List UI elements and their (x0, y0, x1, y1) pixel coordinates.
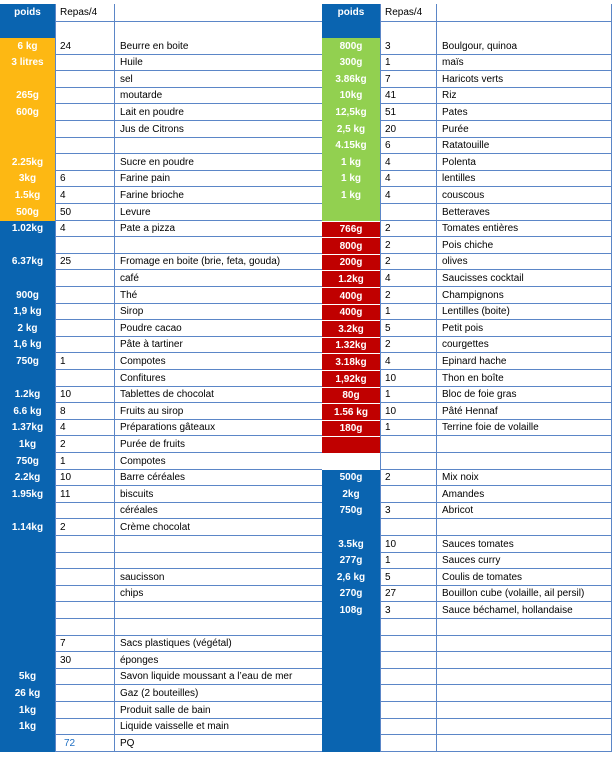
right-meals-cell: 20 (380, 121, 436, 138)
right-meals-cell: 7 (380, 71, 436, 88)
left-meals-cell (55, 586, 114, 602)
left-meals-cell: 4 (55, 187, 114, 204)
right-weight-cell (322, 735, 380, 752)
right-meals-cell (380, 204, 436, 221)
left-meals-cell (55, 71, 114, 88)
right-meals-cell: 10 (380, 536, 436, 553)
right-spacer-meals (380, 22, 436, 38)
right-label-cell: Bouillon cube (volaille, ail persil) (436, 586, 612, 602)
left-weight-cell: 26 kg (0, 685, 55, 702)
right-label-header (436, 4, 612, 22)
left-weight-cell: 6.6 kg (0, 403, 55, 420)
left-label-cell: Fruits au sirop (114, 403, 322, 420)
left-spacer-label (114, 22, 322, 38)
right-meals-cell (380, 735, 436, 752)
left-label-cell: Farine pain (114, 171, 322, 187)
left-weight-cell (0, 569, 55, 586)
left-label-cell: saucisson (114, 569, 322, 586)
left-weight-cell: 1.2kg (0, 387, 55, 403)
left-label-cell: Fromage en boite (brie, feta, gouda) (114, 254, 322, 270)
left-meals-cell (55, 138, 114, 154)
left-weight-cell (0, 71, 55, 88)
left-meals-cell (55, 503, 114, 519)
right-weight-cell: 1,92kg (322, 370, 380, 387)
right-label-cell: couscous (436, 187, 612, 204)
left-label-cell: Poudre cacao (114, 320, 322, 337)
right-weight-cell: 277g (322, 553, 380, 569)
left-meals-cell: 1 (55, 453, 114, 470)
right-label-cell: Coulis de tomates (436, 569, 612, 586)
right-weight-cell: 3.18kg (322, 353, 380, 370)
left-meals-cell (55, 685, 114, 702)
right-weight-cell (322, 652, 380, 669)
left-weight-cell (0, 370, 55, 387)
right-label-cell (436, 685, 612, 702)
right-meals-cell (380, 636, 436, 652)
left-weight-cell: 6 kg (0, 38, 55, 55)
left-label-cell: Gaz (2 bouteilles) (114, 685, 322, 702)
left-meals-cell (55, 619, 114, 636)
right-label-cell (436, 702, 612, 719)
right-meals-cell (380, 619, 436, 636)
right-weight-cell: 750g (322, 503, 380, 519)
right-weight-cell: 1.2kg (322, 270, 380, 287)
left-label-cell: Sacs plastiques (végétal) (114, 636, 322, 652)
left-meals-cell: 6 (55, 171, 114, 187)
right-weight-cell (322, 685, 380, 702)
left-label-cell (114, 602, 322, 619)
left-meals-cell (55, 304, 114, 320)
right-meals-cell (380, 652, 436, 669)
right-label-cell (436, 619, 612, 636)
right-weight-cell: 200g (322, 254, 380, 270)
left-meals-cell: 10 (55, 470, 114, 486)
right-label-cell: olives (436, 254, 612, 270)
left-weight-cell: 900g (0, 287, 55, 304)
right-label-cell: lentilles (436, 171, 612, 187)
right-weight-cell: 400g (322, 287, 380, 304)
left-label-cell: chips (114, 586, 322, 602)
left-label-cell: Lait en poudre (114, 104, 322, 121)
right-meals-cell (380, 486, 436, 503)
right-weight-cell (322, 453, 380, 470)
left-label-cell: Jus de Citrons (114, 121, 322, 138)
right-label-cell: Abricot (436, 503, 612, 519)
left-meals-cell (55, 337, 114, 353)
right-label-cell: Sauces tomates (436, 536, 612, 553)
right-label-cell: Saucisses cocktail (436, 270, 612, 287)
right-weight-cell: 1 kg (322, 187, 380, 204)
left-label-cell: Barre céréales (114, 470, 322, 486)
left-label-cell: Produit salle de bain (114, 702, 322, 719)
left-label-cell: Sirop (114, 304, 322, 320)
right-meals-cell: 4 (380, 154, 436, 171)
left-label-cell: Tablettes de chocolat (114, 387, 322, 403)
left-meals-cell (55, 88, 114, 104)
right-label-cell: Polenta (436, 154, 612, 171)
right-weight-cell: 4.15kg (322, 138, 380, 154)
right-meals-cell (380, 719, 436, 735)
left-weight-cell: 1kg (0, 436, 55, 453)
right-weight-cell: 3.5kg (322, 536, 380, 553)
right-weight-cell: 10kg (322, 88, 380, 104)
right-meals-cell: 4 (380, 171, 436, 187)
right-weight-cell: 2,5 kg (322, 121, 380, 138)
left-weight-cell (0, 636, 55, 652)
right-weight-cell: 2,6 kg (322, 569, 380, 586)
left-meals-cell (55, 154, 114, 171)
right-label-cell: maïs (436, 55, 612, 71)
left-label-cell: Levure (114, 204, 322, 221)
left-weight-cell: 750g (0, 353, 55, 370)
left-label-cell: Compotes (114, 453, 322, 470)
left-meals-cell (55, 370, 114, 387)
right-weight-cell: 1.56 kg (322, 403, 380, 420)
right-label-cell: Thon en boîte (436, 370, 612, 387)
right-label-cell: Bloc de foie gras (436, 387, 612, 403)
right-meals-cell: 2 (380, 337, 436, 353)
left-weight-header: poids (0, 4, 55, 22)
left-meals-cell: 11 (55, 486, 114, 503)
left-weight-cell (0, 586, 55, 602)
right-label-cell: Amandes (436, 486, 612, 503)
left-meals-cell (55, 237, 114, 254)
right-meals-cell (380, 669, 436, 685)
left-weight-cell: 2.2kg (0, 470, 55, 486)
left-label-cell: Beurre en boite (114, 38, 322, 55)
left-label-cell: Farine brioche (114, 187, 322, 204)
left-spacer-meals (55, 22, 114, 38)
right-label-cell (436, 436, 612, 453)
right-weight-cell (322, 436, 380, 453)
right-meals-cell (380, 436, 436, 453)
left-meals-cell: 24 (55, 38, 114, 55)
left-weight-cell (0, 121, 55, 138)
left-meals-cell: 2 (55, 519, 114, 536)
left-label-cell: Huile (114, 55, 322, 71)
right-meals-cell: 51 (380, 104, 436, 121)
left-weight-cell (0, 536, 55, 553)
left-weight-cell: 1.14kg (0, 519, 55, 536)
left-weight-cell (0, 553, 55, 569)
left-weight-cell: 6.37kg (0, 254, 55, 270)
left-weight-cell: 1,9 kg (0, 304, 55, 320)
left-label-cell: céréales (114, 503, 322, 519)
right-meals-cell: 4 (380, 353, 436, 370)
right-label-cell: Petit pois (436, 320, 612, 337)
right-weight-cell: 1 kg (322, 171, 380, 187)
right-weight-cell (322, 519, 380, 536)
left-meals-cell (55, 702, 114, 719)
right-weight-cell (322, 702, 380, 719)
right-meals-cell: 1 (380, 304, 436, 320)
left-meals-cell: 50 (55, 204, 114, 221)
right-label-cell: Terrine foie de volaille (436, 420, 612, 436)
right-meals-cell: 6 (380, 138, 436, 154)
left-weight-cell (0, 270, 55, 287)
left-meals-cell: 7 (55, 636, 114, 652)
left-label-cell: Confitures (114, 370, 322, 387)
right-label-cell: Tomates entières (436, 221, 612, 237)
right-meals-cell: 2 (380, 287, 436, 304)
right-label-cell (436, 453, 612, 470)
left-meals-cell: 4 (55, 221, 114, 237)
left-weight-cell (0, 735, 55, 752)
right-label-cell: courgettes (436, 337, 612, 353)
right-weight-cell: 108g (322, 602, 380, 619)
left-weight-cell (0, 602, 55, 619)
left-weight-cell: 500g (0, 204, 55, 221)
right-weight-cell: 3.86kg (322, 71, 380, 88)
left-weight-cell: 265g (0, 88, 55, 104)
left-label-cell: éponges (114, 652, 322, 669)
left-meals-cell: 4 (55, 420, 114, 436)
right-weight-cell: 800g (322, 237, 380, 254)
left-weight-cell: 750g (0, 453, 55, 470)
left-label-cell (114, 553, 322, 569)
right-meals-cell (380, 453, 436, 470)
left-label-cell: Thé (114, 287, 322, 304)
right-meals-cell: 5 (380, 320, 436, 337)
left-weight-cell: 2.25kg (0, 154, 55, 171)
left-spacer-weight (0, 22, 55, 38)
left-label-cell: Pâte à tartiner (114, 337, 322, 353)
right-label-cell: Pâté Hennaf (436, 403, 612, 420)
left-meals-cell (55, 55, 114, 71)
left-meals-cell: 30 (55, 652, 114, 669)
left-weight-cell: 5kg (0, 669, 55, 685)
right-label-cell: Sauce béchamel, hollandaise (436, 602, 612, 619)
left-weight-cell: 1kg (0, 702, 55, 719)
right-label-cell: Lentilles (boite) (436, 304, 612, 320)
right-meals-cell: 10 (380, 403, 436, 420)
left-weight-cell: 1,6 kg (0, 337, 55, 353)
left-weight-cell: 2 kg (0, 320, 55, 337)
left-meals-cell (55, 536, 114, 553)
right-weight-cell: 3.2kg (322, 320, 380, 337)
right-weight-cell (322, 619, 380, 636)
right-meals-cell: 3 (380, 602, 436, 619)
right-meals-cell: 1 (380, 55, 436, 71)
left-label-cell: PQ (114, 735, 322, 752)
right-weight-cell: 500g (322, 470, 380, 486)
right-label-cell: Pois chiche (436, 237, 612, 254)
right-spacer-weight (322, 22, 380, 38)
right-label-cell: Mix noix (436, 470, 612, 486)
right-meals-cell: 2 (380, 221, 436, 237)
right-meals-cell: 27 (380, 586, 436, 602)
right-label-cell: Haricots verts (436, 71, 612, 88)
right-weight-cell (322, 636, 380, 652)
right-label-cell: Purée (436, 121, 612, 138)
right-label-cell: Champignons (436, 287, 612, 304)
right-weight-cell: 80g (322, 387, 380, 403)
right-meals-cell: 1 (380, 387, 436, 403)
left-weight-cell (0, 652, 55, 669)
right-meals-cell (380, 702, 436, 719)
right-meals-cell: 2 (380, 470, 436, 486)
right-meals-cell (380, 685, 436, 702)
right-meals-cell (380, 519, 436, 536)
left-weight-cell: 3kg (0, 171, 55, 187)
left-weight-cell: 3 litres (0, 55, 55, 71)
left-label-cell: Compotes (114, 353, 322, 370)
left-meals-cell: 25 (55, 254, 114, 270)
left-meals-cell: 8 (55, 403, 114, 420)
left-label-cell: moutarde (114, 88, 322, 104)
right-meals-cell: 2 (380, 237, 436, 254)
right-weight-cell: 400g (322, 304, 380, 320)
right-weight-cell: 180g (322, 420, 380, 436)
left-meals-cell: 72 (55, 735, 114, 752)
left-label-cell: Liquide vaisselle et main (114, 719, 322, 735)
right-label-cell (436, 735, 612, 752)
right-label-cell (436, 669, 612, 685)
right-label-cell: Riz (436, 88, 612, 104)
left-weight-cell (0, 138, 55, 154)
left-meals-cell: 10 (55, 387, 114, 403)
right-meals-cell: 4 (380, 270, 436, 287)
right-meals-cell: 1 (380, 420, 436, 436)
right-weight-cell: 300g (322, 55, 380, 71)
right-weight-header: poids (322, 4, 380, 22)
left-label-cell (114, 536, 322, 553)
right-label-cell: Betteraves (436, 204, 612, 221)
right-meals-cell: 3 (380, 503, 436, 519)
left-weight-cell: 1.37kg (0, 420, 55, 436)
right-weight-cell: 800g (322, 38, 380, 55)
right-label-cell: Epinard hache (436, 353, 612, 370)
left-weight-cell: 600g (0, 104, 55, 121)
right-meals-cell: 1 (380, 553, 436, 569)
left-label-cell: Crème chocolat (114, 519, 322, 536)
left-label-cell: Sucre en poudre (114, 154, 322, 171)
left-meals-cell (55, 287, 114, 304)
right-weight-cell: 2kg (322, 486, 380, 503)
right-label-cell (436, 519, 612, 536)
right-label-cell (436, 719, 612, 735)
right-meals-cell: 2 (380, 254, 436, 270)
left-weight-cell: 1.02kg (0, 221, 55, 237)
right-label-cell: Ratatouille (436, 138, 612, 154)
right-weight-cell (322, 204, 380, 221)
left-meals-cell (55, 602, 114, 619)
right-meals-cell: 41 (380, 88, 436, 104)
left-weight-cell: 1.95kg (0, 486, 55, 503)
left-meals-cell (55, 669, 114, 685)
left-meals-cell (55, 320, 114, 337)
left-weight-cell (0, 503, 55, 519)
right-meals-cell: 4 (380, 187, 436, 204)
left-weight-cell: 1.5kg (0, 187, 55, 204)
left-label-cell: café (114, 270, 322, 287)
left-label-cell: Savon liquide moussant a l’eau de mer (114, 669, 322, 685)
right-label-cell: Sauces curry (436, 553, 612, 569)
right-label-cell: Boulgour, quinoa (436, 38, 612, 55)
left-label-cell (114, 138, 322, 154)
right-weight-cell: 766g (322, 221, 380, 237)
left-label-cell: Purée de fruits (114, 436, 322, 453)
right-weight-cell: 12,5kg (322, 104, 380, 121)
left-meals-cell (55, 553, 114, 569)
right-label-cell (436, 636, 612, 652)
left-meals-cell: 1 (55, 353, 114, 370)
right-weight-cell: 270g (322, 586, 380, 602)
left-weight-cell (0, 237, 55, 254)
left-label-cell: sel (114, 71, 322, 88)
right-meals-cell: 5 (380, 569, 436, 586)
left-meals-cell (55, 104, 114, 121)
right-meals-cell: 3 (380, 38, 436, 55)
right-label-cell (436, 652, 612, 669)
left-label-cell (114, 237, 322, 254)
left-meals-cell (55, 719, 114, 735)
left-meals-cell (55, 121, 114, 138)
left-weight-cell (0, 619, 55, 636)
right-spacer-label (436, 22, 612, 38)
right-weight-cell (322, 669, 380, 685)
right-meals-cell: 10 (380, 370, 436, 387)
right-weight-cell: 1 kg (322, 154, 380, 171)
right-meals-header: Repas/4 (380, 4, 436, 22)
left-meals-cell (55, 569, 114, 586)
left-meals-cell (55, 270, 114, 287)
left-label-header (114, 4, 322, 22)
left-label-cell (114, 619, 322, 636)
right-weight-cell: 1.32kg (322, 337, 380, 353)
left-weight-cell: 1kg (0, 719, 55, 735)
right-weight-cell (322, 719, 380, 735)
left-meals-header: Repas/4 (55, 4, 114, 22)
right-label-cell: Pates (436, 104, 612, 121)
left-label-cell: biscuits (114, 486, 322, 503)
left-meals-cell: 2 (55, 436, 114, 453)
left-label-cell: Pate a pizza (114, 221, 322, 237)
left-label-cell: Préparations gâteaux (114, 420, 322, 436)
